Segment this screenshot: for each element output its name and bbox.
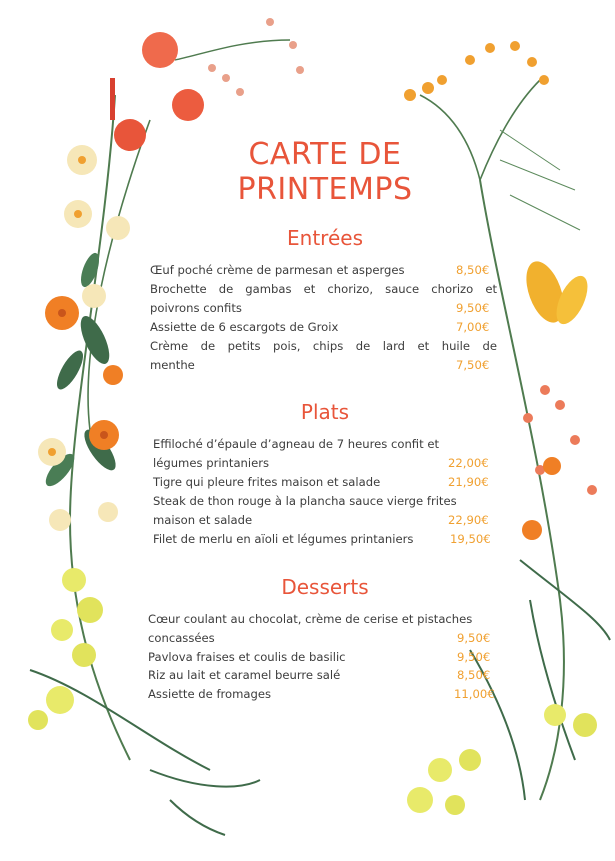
dish-name: Effiloché d’épaule d’agneau de 7 heures confit et xyxy=(153,437,440,451)
section-heading-plats: Plats xyxy=(300,400,350,424)
dish-name: Brochette de gambas et chorizo, sauce chorizo et xyxy=(150,282,497,296)
dish-name: Pavlova fraises et coulis de basilic xyxy=(148,650,346,664)
dish-name-continued: poivrons confits xyxy=(150,301,242,315)
dish-price: 22,00€ xyxy=(448,456,489,470)
dish-name: Riz au lait et caramel beurre salé xyxy=(148,668,341,682)
dish-name: Assiette de fromages xyxy=(148,687,272,701)
dish-price: 7,50€ xyxy=(456,358,490,372)
menu-title-line2: PRINTEMPS xyxy=(237,172,413,207)
section-heading-desserts: Desserts xyxy=(281,575,369,599)
dish-name: Assiette de 6 escargots de Groix xyxy=(150,320,339,334)
menu-title-line1: CARTE DE xyxy=(248,137,402,172)
dish-name-continued: menthe xyxy=(150,358,195,372)
dish-name-continued: concassées xyxy=(148,631,215,645)
dish-name: Cœur coulant au chocolat, crème de cerise et pistaches xyxy=(148,612,473,626)
dish-price: 9,50€ xyxy=(457,650,491,664)
dish-name: Œuf poché crème de parmesan et asperges xyxy=(150,263,405,277)
dish-name: Crème de petits pois, chips de lard et huile de xyxy=(150,339,497,353)
dish-price: 8,50€ xyxy=(456,263,490,277)
dish-name: Tigre qui pleure frites maison et salade xyxy=(153,475,381,489)
dish-name: Filet de merlu en aïoli et légumes printaniers xyxy=(153,532,414,546)
dish-price: 8,50€ xyxy=(457,668,491,682)
dish-name: Steak de thon rouge à la plancha sauce vierge frites xyxy=(153,494,457,508)
dish-price: 22,90€ xyxy=(448,513,489,527)
dish-price: 9,50€ xyxy=(457,631,491,645)
section-heading-entrees: Entrées xyxy=(287,226,363,250)
dish-name-continued: maison et salade xyxy=(153,513,253,527)
dish-name-continued: légumes printaniers xyxy=(153,456,270,470)
dish-price: 19,50€ xyxy=(450,532,491,546)
dish-price: 9,50€ xyxy=(456,301,490,315)
dish-price: 21,90€ xyxy=(448,475,489,489)
dish-price: 11,00€ xyxy=(454,687,495,701)
dish-price: 7,00€ xyxy=(456,320,490,334)
